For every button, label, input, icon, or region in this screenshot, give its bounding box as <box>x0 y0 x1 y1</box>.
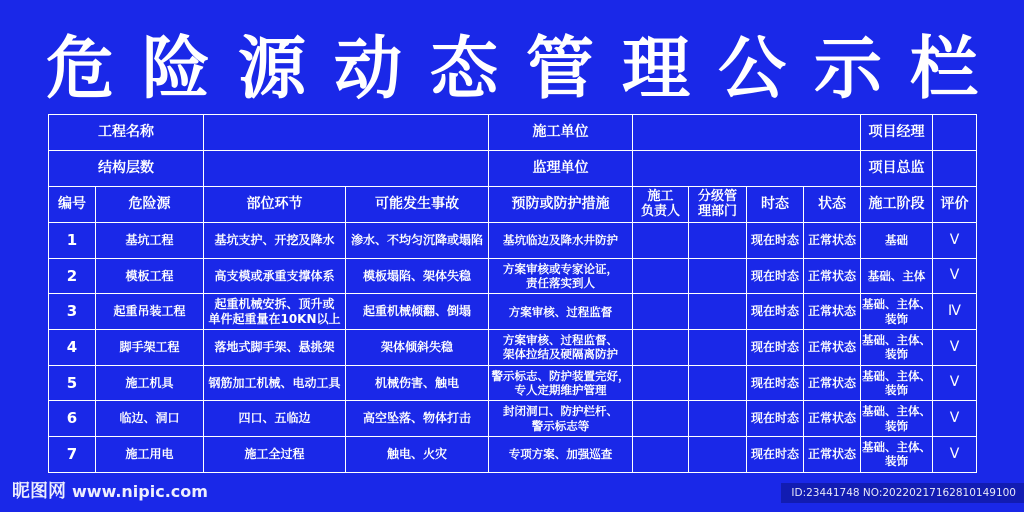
header-construction-stage: 施工阶段 <box>861 187 933 223</box>
cell-location: 起重机械安拆、顶升或 单件起重量在10KN以上 <box>204 294 346 330</box>
cell-construction-stage: 基础、主体、 装饰 <box>861 401 933 437</box>
project-name-value <box>204 115 489 151</box>
cell-location: 钢筋加工机械、电动工具 <box>204 365 346 401</box>
cell-no: 5 <box>49 365 96 401</box>
table-body <box>49 115 977 473</box>
table-row <box>49 330 977 366</box>
cell-evaluation: Ⅴ <box>933 330 977 366</box>
cell-management-department <box>689 401 747 437</box>
cell-possible-accident: 起重机械倾翻、倒塌 <box>346 294 489 330</box>
cell-no: 3 <box>49 294 96 330</box>
cell-hazard-source: 基坑工程 <box>96 223 204 259</box>
cell-tense: 现在时态 <box>747 223 804 259</box>
watermark-image-id: ID:23441748 NO:20220217162810149100 <box>781 483 1024 503</box>
chief-supervisor-value <box>933 151 977 187</box>
cell-prevention-measures: 方案审核或专家论证， 责任落实到人 <box>489 258 633 294</box>
cell-construction-stage: 基础、主体 <box>861 258 933 294</box>
cell-status: 正常状态 <box>804 258 861 294</box>
cell-location: 高支模或承重支撑体系 <box>204 258 346 294</box>
cell-hazard-source: 施工用电 <box>96 437 204 473</box>
header-prevention-measures: 预防或防护措施 <box>489 187 633 223</box>
cell-status: 正常状态 <box>804 330 861 366</box>
cell-responsible-person <box>633 223 689 259</box>
cell-possible-accident: 架体倾斜失稳 <box>346 330 489 366</box>
cell-construction-stage: 基础、主体、 装饰 <box>861 365 933 401</box>
cell-status: 正常状态 <box>804 437 861 473</box>
cell-construction-stage: 基础、主体、 装饰 <box>861 437 933 473</box>
cell-location: 施工全过程 <box>204 437 346 473</box>
cell-prevention-measures: 封闭洞口、防护栏杆、 警示标志等 <box>489 401 633 437</box>
cell-possible-accident: 机械伤害、触电 <box>346 365 489 401</box>
project-manager-label: 项目经理 <box>861 115 933 151</box>
cell-status: 正常状态 <box>804 365 861 401</box>
cell-hazard-source: 起重吊装工程 <box>96 294 204 330</box>
cell-management-department <box>689 365 747 401</box>
cell-tense: 现在时态 <box>747 294 804 330</box>
header-hazard-source: 危险源 <box>96 187 204 223</box>
cell-status: 正常状态 <box>804 294 861 330</box>
header-tense: 时态 <box>747 187 804 223</box>
construction-unit-value <box>633 115 861 151</box>
table-row <box>49 401 977 437</box>
cell-evaluation: Ⅴ <box>933 258 977 294</box>
cell-management-department <box>689 223 747 259</box>
cell-no: 1 <box>49 223 96 259</box>
cell-construction-stage: 基础 <box>861 223 933 259</box>
cell-evaluation: Ⅳ <box>933 294 977 330</box>
header-possible-accident: 可能发生事故 <box>346 187 489 223</box>
cell-responsible-person <box>633 365 689 401</box>
cell-hazard-source: 模板工程 <box>96 258 204 294</box>
cell-no: 4 <box>49 330 96 366</box>
header-no: 编号 <box>49 187 96 223</box>
cell-responsible-person <box>633 258 689 294</box>
header-responsible-person: 施工 负责人 <box>633 187 689 223</box>
header-status: 状态 <box>804 187 861 223</box>
cell-tense: 现在时态 <box>747 437 804 473</box>
cell-management-department <box>689 294 747 330</box>
cell-tense: 现在时态 <box>747 365 804 401</box>
cell-prevention-measures: 方案审核、过程监督、 架体拉结及硬隔离防护 <box>489 330 633 366</box>
cell-tense: 现在时态 <box>747 330 804 366</box>
column-header-row <box>49 187 977 223</box>
info-row-structure <box>49 151 977 187</box>
supervision-unit-value <box>633 151 861 187</box>
cell-location: 基坑支护、开挖及降水 <box>204 223 346 259</box>
watermark-logo <box>12 480 208 504</box>
cell-responsible-person <box>633 401 689 437</box>
cell-management-department <box>689 258 747 294</box>
header-evaluation: 评价 <box>933 187 977 223</box>
project-manager-value <box>933 115 977 151</box>
info-row-project <box>49 115 977 151</box>
cell-responsible-person <box>633 437 689 473</box>
table-row <box>49 365 977 401</box>
watermark-site-name: 昵图网 <box>12 481 66 502</box>
cell-location: 落地式脚手架、悬挑架 <box>204 330 346 366</box>
cell-construction-stage: 基础、主体、 装饰 <box>861 330 933 366</box>
cell-evaluation: Ⅴ <box>933 223 977 259</box>
construction-unit-label: 施工单位 <box>489 115 633 151</box>
supervision-unit-label: 监理单位 <box>489 151 633 187</box>
cell-status: 正常状态 <box>804 223 861 259</box>
chief-supervisor-label: 项目总监 <box>861 151 933 187</box>
cell-evaluation: Ⅴ <box>933 401 977 437</box>
cell-possible-accident: 渗水、不均匀沉降或塌陷 <box>346 223 489 259</box>
cell-prevention-measures: 警示标志、防护装置完好， 专人定期维护管理 <box>489 365 633 401</box>
table-row <box>49 294 977 330</box>
cell-no: 7 <box>49 437 96 473</box>
cell-management-department <box>689 330 747 366</box>
cell-possible-accident: 触电、火灾 <box>346 437 489 473</box>
cell-possible-accident: 模板塌陷、架体失稳 <box>346 258 489 294</box>
table-row <box>49 437 977 473</box>
header-management-department: 分级管 理部门 <box>689 187 747 223</box>
cell-tense: 现在时态 <box>747 258 804 294</box>
cell-evaluation: Ⅴ <box>933 437 977 473</box>
header-location: 部位环节 <box>204 187 346 223</box>
cell-prevention-measures: 方案审核、过程监督 <box>489 294 633 330</box>
table-row <box>49 258 977 294</box>
cell-hazard-source: 施工机具 <box>96 365 204 401</box>
cell-no: 2 <box>49 258 96 294</box>
cell-construction-stage: 基础、主体、 装饰 <box>861 294 933 330</box>
cell-status: 正常状态 <box>804 401 861 437</box>
cell-hazard-source: 脚手架工程 <box>96 330 204 366</box>
cell-no: 6 <box>49 401 96 437</box>
page-title: 危险源动态管理公示栏 <box>45 32 1006 108</box>
structure-floors-label: 结构层数 <box>49 151 204 187</box>
cell-hazard-source: 临边、洞口 <box>96 401 204 437</box>
cell-tense: 现在时态 <box>747 401 804 437</box>
structure-floors-value <box>204 151 489 187</box>
cell-possible-accident: 高空坠落、物体打击 <box>346 401 489 437</box>
cell-management-department <box>689 437 747 473</box>
cell-location: 四口、五临边 <box>204 401 346 437</box>
cell-responsible-person <box>633 330 689 366</box>
watermark-site-url: www.nipic.com <box>72 482 208 501</box>
project-name-label: 工程名称 <box>49 115 204 151</box>
hazard-table <box>48 114 977 473</box>
cell-evaluation: Ⅴ <box>933 365 977 401</box>
table-row <box>49 223 977 259</box>
cell-responsible-person <box>633 294 689 330</box>
cell-prevention-measures: 专项方案、加强巡查 <box>489 437 633 473</box>
cell-prevention-measures: 基坑临边及降水井防护 <box>489 223 633 259</box>
